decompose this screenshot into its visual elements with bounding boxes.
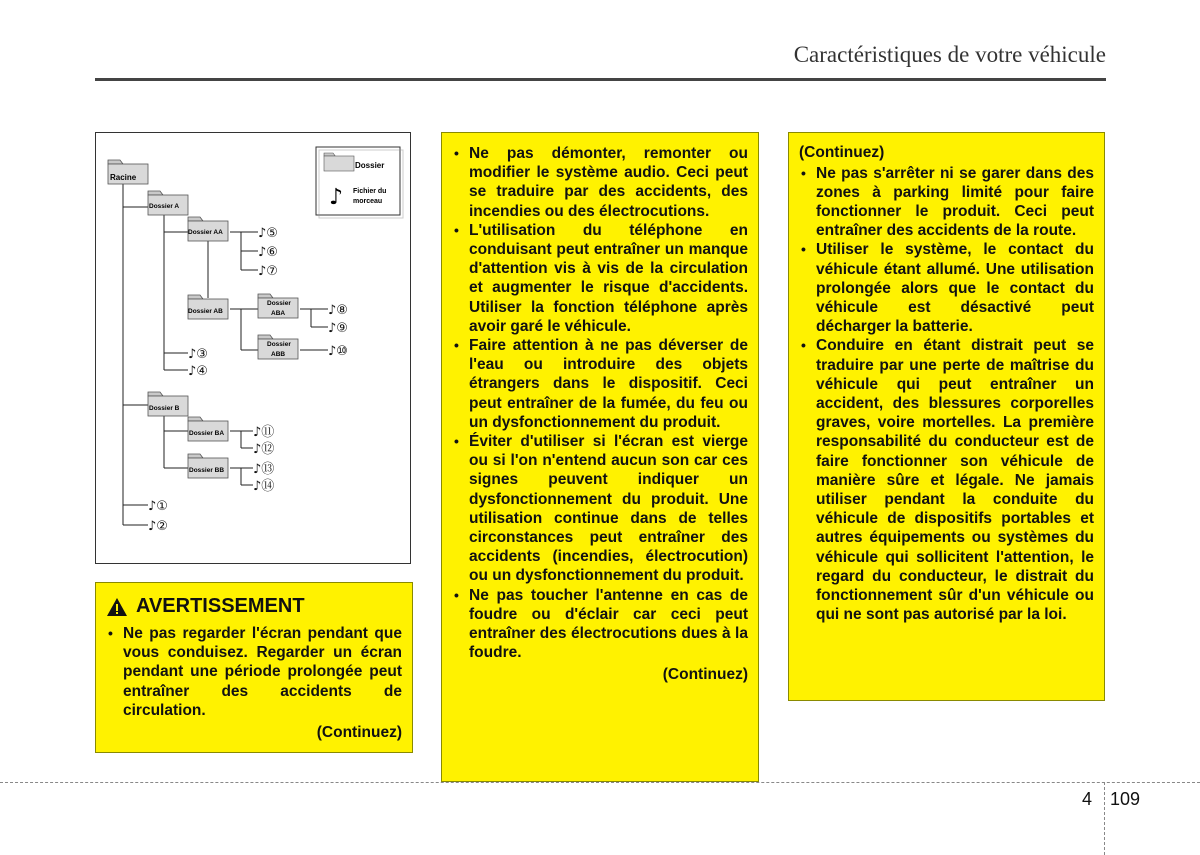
page-header-title: Caractéristiques de votre véhicule [793,42,1106,67]
svg-text:Dossier A: Dossier A [149,203,180,210]
track-4: ♪④ [188,364,208,379]
folder-bb [188,454,228,478]
page-number: 109 [1110,789,1141,809]
track-7: ♪⑦ [258,264,278,279]
track-13: ♪⑬ [253,462,275,477]
continue-label: (Continuez) [662,666,748,684]
list-item: • Utiliser le système, le contact du véhicule étant allumé. Une utilisation prolongée alors que le contact du véhicule est désactivé peut décharger la batterie. [799,240,1094,336]
svg-text:Dossier AB: Dossier AB [188,308,223,315]
svg-text:Dossier B: Dossier B [149,405,180,412]
track-12: ♪⑫ [253,442,275,457]
warning-triangle-icon [106,597,128,617]
folder-aa [188,217,228,241]
svg-text:Racine: Racine [110,173,137,182]
warning-list [106,624,402,720]
list-item: • Ne pas toucher l'antenne en cas de foudre ou d'éclair car ceci peut entraîner des électrocutions dues à la foudre. [452,586,748,663]
track-3: ♪③ [188,347,208,362]
header-rule [95,78,1106,81]
list-item: • Éviter d'utiliser si l'écran est vierge ou si l'on n'entend aucun son car ces signes peuvent indiquer un dysfonctionnement du produit. Une utilisation continue dans de telles circonstances peut entraîner des accidents (incendies, électrocution) ou un dysfonctionnement du produit. [452,432,748,586]
track-11: ♪⑪ [253,425,275,440]
warning-box [95,582,413,753]
legend-file-label-1: Fichier du [353,188,387,195]
list-item: • Faire attention à ne pas déverser de l'eau ou introduire des objets étrangers dans le dispositif. Ceci peut entraîner de la fumée, du feu ou un dysfonctionnement du produit. [452,336,748,432]
track-2: ♪② [148,519,168,534]
footer-divider [1104,782,1105,855]
folder-tree-diagram [95,132,411,564]
track-14: ♪⑭ [253,479,275,494]
legend-folder-label: Dossier [355,161,385,170]
warning-list [799,164,1094,625]
legend-file-label-2: morceau [353,198,383,205]
warning-heading-text: AVERTISSEMENT [136,595,305,617]
continued-label: (Continuez) [799,144,885,161]
folder-b [148,392,188,416]
list-item: • Ne pas s'arrêter ni se garer dans des zones à parking limité pour faire fonctionner le produit. Ceci peut entraîner des accidents de la route. [799,164,1094,241]
folder-root [108,160,148,184]
warning-column-2 [441,132,759,782]
svg-text:Dossier: Dossier [267,300,291,307]
svg-text:ABA: ABA [271,310,286,317]
track-6: ♪⑥ [258,245,278,260]
track-8: ♪⑧ [328,303,348,318]
list-item: • Conduire en étant distrait peut se traduire par une perte de maîtrise du véhicule qui peut entraîner un accident, des blessures corporelles graves, voire mortelles. La première responsabilité du conducteur est de faire fonctionner son véhicule de manière sûre et légale. Ne jamais utiliser pendant la conduite du véhicule de dispositifs portables et autres équipements ou systèmes du véhicule qui sollicitent l'attention, le regard du conducteur, le distrait du fonctionnement sûr d'un véhicule ou qui ne sont pas autorisé par la loi. [799,336,1094,624]
folder-a [148,191,188,215]
warning-list [452,144,748,662]
track-9: ♪⑨ [328,321,348,336]
legend-music-note-icon: ♪ [329,185,344,210]
warning-item: • Ne pas regarder l'écran pendant que vous conduisez. Regarder un écran pendant une période prolongée peut entraîner des accidents de circulation. [106,624,402,720]
svg-text:Dossier BA: Dossier BA [189,430,225,437]
svg-text:ABB: ABB [271,351,286,358]
list-item: • L'utilisation du téléphone en conduisant peut entraîner un manque d'attention vis à vis de la circulation et augmenter le risque d'accidents. Utiliser la fonction téléphone après avoir garé le véhicule. [452,221,748,336]
track-5: ♪⑤ [258,226,278,241]
warning-column-3 [788,132,1105,701]
section-number: 4 [1082,789,1093,809]
track-1: ♪① [148,499,168,514]
continue-label: (Continuez) [316,724,402,742]
folder-abb [258,335,298,359]
list-item: • Ne pas démonter, remonter ou modifier le système audio. Ceci peut se traduire par des accidents, des incendies ou des électrocutions. [452,144,748,221]
folder-ba [188,417,228,441]
svg-text:Dossier AA: Dossier AA [188,229,223,236]
folder-tree-svg [96,133,412,565]
svg-text:Dossier: Dossier [267,341,291,348]
folder-aba [258,294,298,318]
warning-heading [106,595,402,618]
diagram-legend [316,147,403,218]
folder-ab [188,295,228,319]
svg-text:Dossier BB: Dossier BB [189,467,225,474]
footer-rule [0,782,1200,783]
track-10: ♪⑩ [328,344,348,359]
